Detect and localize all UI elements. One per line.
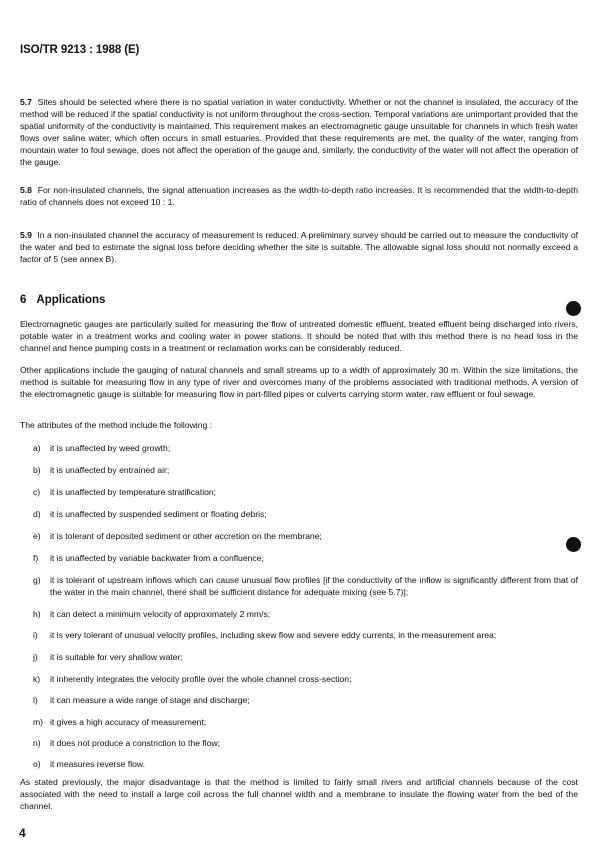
list-text: it is unaffected by suspended sediment or floating debris; (50, 509, 267, 519)
list-letter: c) (33, 487, 41, 497)
list-text: it measures reverse flow. (50, 759, 146, 769)
list-item (33, 737, 578, 749)
list-text: it is unaffected by weed growth; (50, 443, 171, 453)
clause-5-9 (20, 229, 578, 265)
section-paragraph: Other applications include the gauging of natural channels and small streams up to a width of approximately 30 m. Within the size limitations, the method is suitable for measuring flow in any type of river and overcomes many of the problems associated with traditional methods. A version of the electromagnetic gauge is suitable for measuring flow in part-filled pipes or culverts carrying storm water, raw effluent or foul sewage. (20, 365, 578, 399)
list-item (33, 552, 578, 564)
list-text: it is unaffected by variable backwater from a confluence; (50, 553, 264, 563)
list-letter: b) (33, 465, 41, 475)
list-letter: o) (33, 759, 41, 769)
list-item (33, 651, 578, 663)
list-letter: j) (33, 652, 38, 662)
list-text: it gives a high accuracy of measurement; (50, 717, 207, 727)
list-text: it does not produce a constriction to the flow; (50, 738, 221, 748)
list-letter: d) (33, 509, 41, 519)
section-heading (20, 294, 105, 306)
clause-5-8 (20, 184, 578, 208)
list-letter: a) (33, 443, 41, 453)
list-text: it is tolerant of deposited sediment or other accretion on the membrane; (50, 531, 322, 541)
clause-number: 5.8 (20, 185, 32, 195)
list-text: it is suitable for very shallow water; (50, 652, 183, 662)
list-item (33, 508, 578, 520)
page-number: 4 (19, 826, 26, 840)
list-item (33, 464, 578, 476)
list-text: it is unaffected by entrained air; (50, 465, 170, 475)
list-item (33, 608, 578, 620)
list-letter: g) (33, 575, 41, 585)
list-letter: i) (33, 630, 38, 640)
clause-text: For non-insulated channels, the signal attenuation increases as the width-to-depth ratio increases. It is recommended that the width-to-depth ratio of channels does not exceed 10 : 1. (20, 185, 578, 207)
list-letter: k) (33, 674, 41, 684)
list-text: it is unaffected by temperature stratification; (50, 487, 217, 497)
list-letter: n) (33, 738, 41, 748)
list-letter: m) (33, 717, 44, 727)
closing-paragraph: As stated previously, the major disadvantage is that the method is limited to fairly small rivers and artificial channels because of the cost associated with the need to install a large coil across the full channel width and a membrane to insulate the flowing water from the bed of the channel. (20, 777, 578, 811)
margin-bullet-icon (566, 301, 581, 316)
list-item (33, 530, 578, 542)
list-item (33, 694, 578, 706)
list-item (33, 673, 578, 685)
document-header: ISO/TR 9213 : 1988 (E) (20, 44, 140, 56)
section-paragraph: Electromagnetic gauges are particularly suited for measuring the flow of untreated domestic effluent, treated effluent being discharged into rivers, potable water in a treatment works and cooling water in power stations. It should be noted that with this method there is no head loss in the channel and hence pumping costs in a treatment or reclamation works can be considerably reduced. (20, 319, 578, 353)
list-item (33, 629, 578, 641)
section-number: 6 (20, 294, 27, 306)
section-paragraph: The attributes of the method include the following : (20, 420, 213, 430)
list-text: it is tolerant of upstream inflows which can cause unusual flow profiles [if the conductivity of the inflow is significantly different from that of the water in the main channel, there shall be sufficient distance for adequate mixing (see 5.7)]; (50, 575, 578, 597)
clause-number: 5.7 (20, 97, 32, 107)
list-item (33, 716, 578, 728)
clause-text: Sites should be selected where there is no spatial variation in water conductivity. Whether or not the channel is insulated, the accuracy of the method will be reduced if the spatial conductivity is not uniform throughout the cross-section. Temporal variations are unimportant provided that the spatial uniformity of the conductivity is maintained. This requirement makes an electromagnetic gauge unsuitable for channels in which fresh water flows over saline water, which often occurs in small estuaries. Provided that these requirements are met, the quality of the water, ranging from mountain water to foul sewage, does not affect the operation of the gauge and, similarly, the conductivity of the water will not affect the operation of the gauge. (20, 97, 578, 167)
margin-bullet-icon (566, 537, 581, 552)
list-letter: e) (33, 531, 41, 541)
list-letter: h) (33, 609, 41, 619)
section-title: Applications (36, 294, 106, 306)
list-item (33, 486, 578, 498)
clause-5-7 (20, 96, 578, 168)
list-text: it inherently integrates the velocity profile over the whole channel cross-section; (50, 674, 352, 684)
list-text: it is very tolerant of unusual velocity profiles, including skew flow and severe eddy currents, in the measurement area; (50, 630, 497, 640)
list-item (33, 758, 578, 770)
clause-text: In a non-insulated channel the accuracy of measurement is reduced. A preliminary survey should be carried out to measure the conductivity of the water and bed to estimate the signal loss before deciding whether the site is suitable. The allowable signal loss should not normally exceed a factor of 5 (see annex B). (20, 230, 579, 264)
list-letter: l) (33, 695, 38, 705)
list-item (33, 442, 578, 454)
list-text: it can measure a wide range of stage and discharge; (50, 695, 250, 705)
list-item (33, 574, 578, 598)
list-text: it can detect a minimum velocity of approximately 2 mm/s; (50, 609, 271, 619)
clause-number: 5.9 (20, 230, 32, 240)
list-letter: f) (33, 553, 39, 563)
